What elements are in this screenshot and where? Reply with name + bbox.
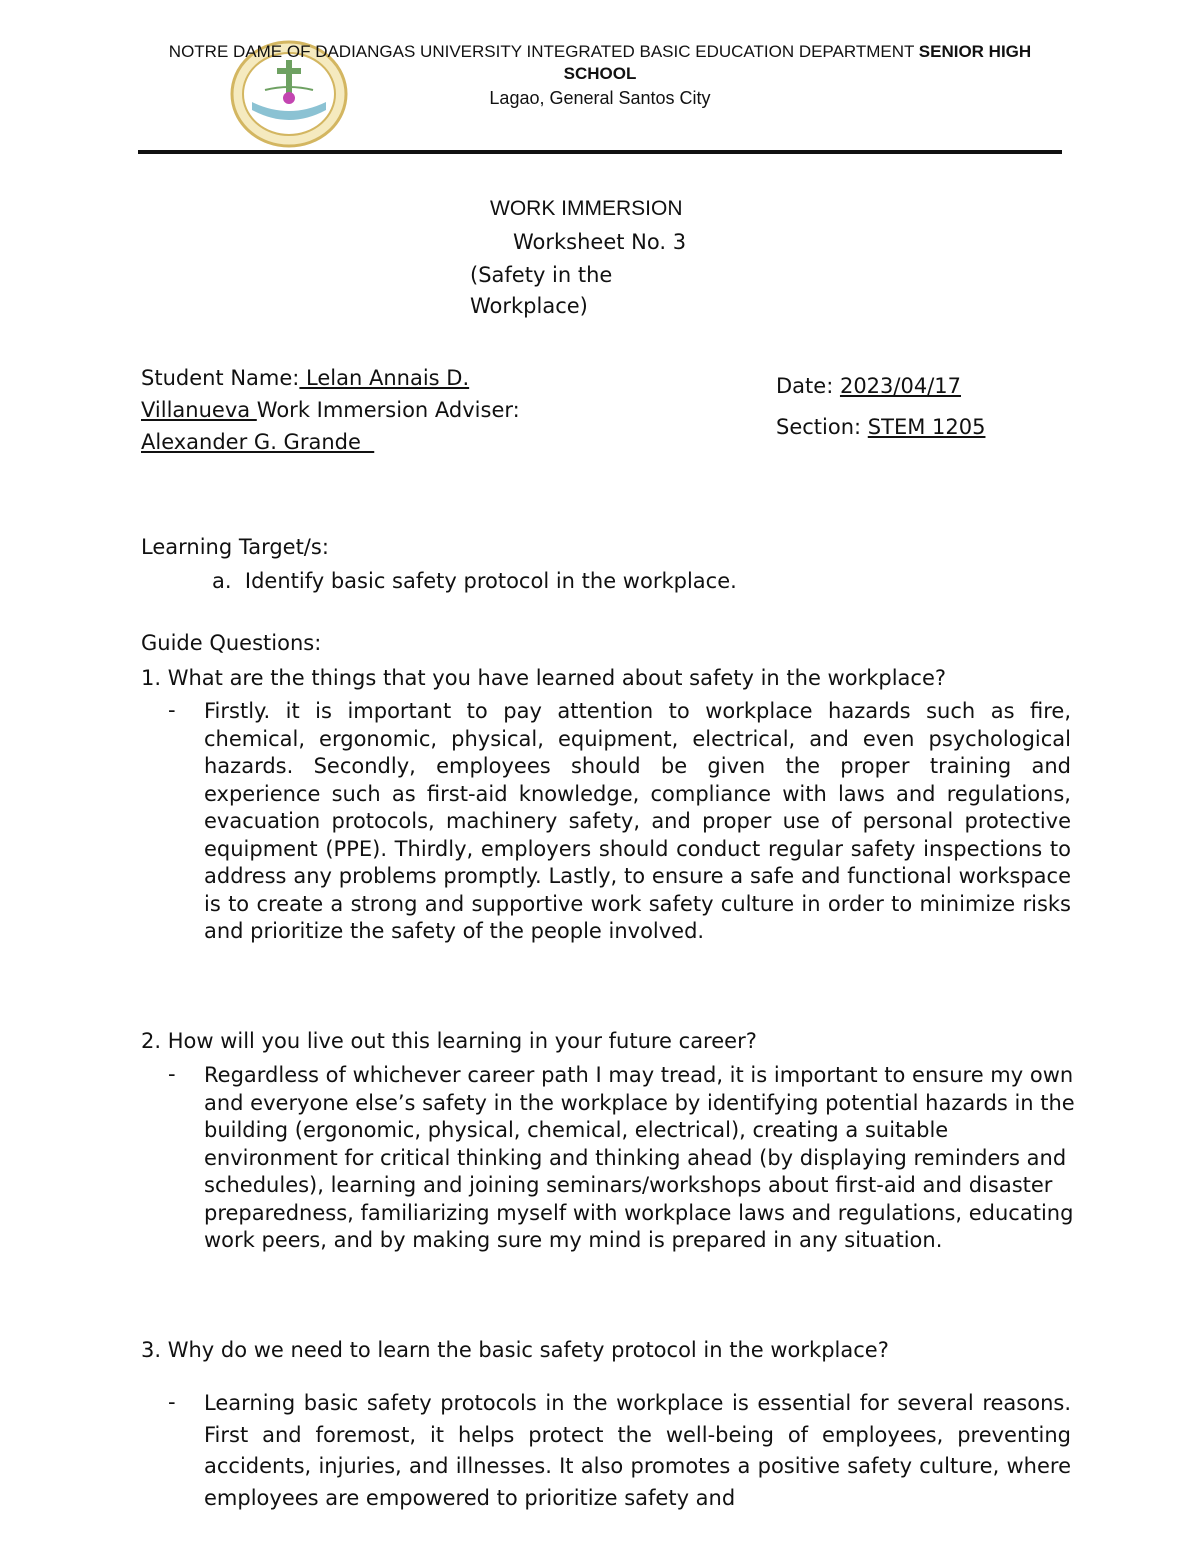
question-3: 3. Why do we need to learn the basic safety protocol in the workplace? [141, 1338, 889, 1362]
section-value: STEM 1205 [867, 415, 986, 439]
answer-1: Firstly. it is important to pay attention to workplace hazards such as fire, chemical, ergonomic, physical, equipment, electrical, and even psychological hazards. Secondly, employees should be given the proper training and experience such as first-aid knowledge, compliance with laws and regulations, evacuation protocols, machinery safety, and proper use of personal protective equipment (PPE). Thirdly, employers should conduct regular safety inspections to address any problems promptly. Lastly, to ensure a safe and functional workspace is to create a strong and supportive work safety culture in order to minimize risks and prioritize the safety of the people involved. [204, 699, 1071, 943]
guide-questions-heading: Guide Questions: [141, 631, 322, 655]
learning-target-heading: Learning Target/s: [141, 535, 329, 559]
question-2: 2. How will you live out this learning in your future career? [141, 1029, 757, 1053]
section-label: Section: [776, 415, 868, 439]
adviser-name: Alexander G. Grande [141, 430, 375, 454]
header-divider [138, 150, 1062, 154]
student-name-label: Student Name: [141, 366, 300, 390]
worksheet-topic: (Safety in the Workplace) [470, 263, 613, 318]
school-name [138, 41, 1062, 63]
school-name-line2: SCHOOL [563, 64, 637, 83]
date-field [776, 370, 961, 402]
student-name-value-2: Villanueva [141, 398, 257, 422]
student-info-block [141, 362, 611, 458]
document-title: WORK IMMERSION [490, 197, 683, 220]
answer-1-bullet: - [168, 698, 176, 722]
question-1: 1. What are the things that you have learned about safety in the workplace? [141, 666, 947, 690]
adviser-label: Work Immersion Adviser: [256, 398, 520, 422]
school-address: Lagao, General Santos City [489, 88, 711, 108]
date-label: Date: [776, 374, 840, 398]
school-name-regular: NOTRE DAME OF DADIANGAS UNIVERSITY INTEGRATED BASIC EDUCATION DEPARTMENT [168, 42, 919, 61]
date-value: 2023/04/17 [839, 374, 961, 398]
answer-3-bullet: - [168, 1390, 176, 1414]
student-name-value-1: Lelan Annais D. [299, 366, 470, 390]
section-field [776, 411, 985, 443]
answer-2-bullet: - [168, 1062, 176, 1086]
answer-3: Learning basic safety protocols in the workplace is essential for several reasons. First and foremost, it helps protect the well-being of employees, preventing accidents, injuries, and illnesses. It also promotes a positive safety culture, where employees are empowered to prioritize safety and [204, 1391, 1071, 1510]
answer-2: Regardless of whichever career path I may tread, it is important to ensure my own and everyone else’s safety in the workplace by identifying potential hazards in the building (ergonomic, physical, chemical, electrical), creating a suitable environment for critical thinking and thinking ahead (by displaying reminders and schedules), learning and joining seminars/workshops about first-aid and disaster preparedness, familiarizing myself with workplace laws and regulations, educating work peers, and by making sure my mind is prepared in any situation. [204, 1063, 1075, 1252]
learning-target-item: a. Identify basic safety protocol in the workplace. [212, 569, 737, 593]
school-name-bold: SENIOR HIGH [918, 42, 1032, 61]
worksheet-number: Worksheet No. 3 [513, 230, 687, 254]
